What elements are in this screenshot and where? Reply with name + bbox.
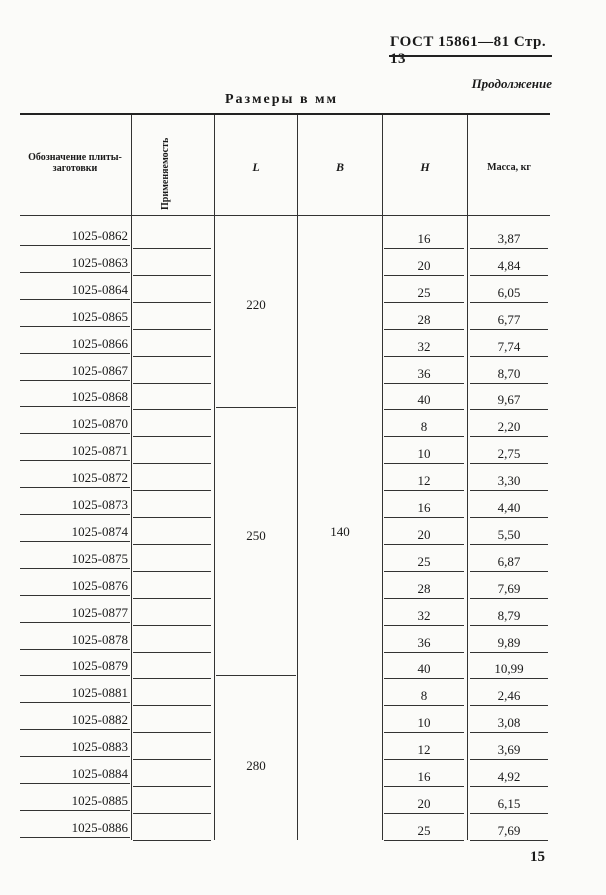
mass-cell: 9,89 — [497, 634, 521, 650]
H-cell: 16 — [417, 500, 431, 515]
header-H: H — [420, 160, 430, 174]
table-row — [0, 222, 606, 249]
row-underline — [470, 840, 548, 841]
designation-cell: 1025-0863 — [71, 254, 128, 270]
H-cell: 25 — [417, 822, 431, 838]
mass-cell: 5,50 — [497, 526, 521, 542]
H-cell: 40 — [417, 661, 431, 677]
designation-cell: 1025-0876 — [71, 577, 128, 593]
row-underline — [20, 460, 130, 461]
table-row — [0, 814, 606, 841]
table-row — [0, 357, 606, 384]
designation-cell: 1025-0868 — [71, 389, 128, 405]
table-row — [0, 626, 606, 653]
table-row — [0, 572, 606, 599]
row-underline — [20, 380, 130, 381]
table-row — [0, 787, 606, 814]
designation-cell: 1025-0877 — [71, 604, 128, 620]
page-header: ГОСТ 15861—81 Стр. 13 — [390, 34, 547, 67]
table-row — [0, 330, 606, 357]
mass-cell: 6,77 — [497, 311, 521, 327]
H-cell: 32 — [417, 607, 431, 623]
row-underline — [20, 729, 130, 730]
designation-cell: 1025-0865 — [71, 308, 128, 324]
designation-cell: 1025-0870 — [71, 416, 128, 432]
designation-cell: 1025-0872 — [71, 470, 128, 486]
H-cell: 40 — [417, 392, 431, 408]
mass-cell: 2,20 — [497, 419, 521, 435]
row-underline — [20, 272, 130, 273]
table-row — [0, 545, 606, 572]
mass-cell: 8,79 — [497, 607, 521, 623]
row-underline — [20, 649, 130, 650]
H-cell: 36 — [417, 634, 431, 650]
row-underline — [20, 433, 130, 434]
B-value: 140 — [330, 524, 350, 539]
row-underline — [20, 756, 130, 757]
mass-cell: 6,87 — [497, 553, 521, 569]
table-row — [0, 733, 606, 760]
H-cell: 25 — [417, 553, 431, 569]
mass-cell: 4,84 — [497, 257, 521, 273]
mass-cell: 8,70 — [497, 365, 521, 381]
H-cell: 28 — [417, 311, 431, 327]
H-cell: 8 — [420, 688, 428, 704]
table-top-rule — [20, 113, 550, 115]
row-underline — [20, 353, 130, 354]
mass-cell: 3,30 — [497, 473, 521, 489]
table-row — [0, 437, 606, 464]
mass-cell: 6,05 — [497, 284, 521, 300]
L-group-250: 250 — [246, 528, 266, 543]
designation-cell: 1025-0867 — [71, 362, 128, 378]
table-row — [0, 303, 606, 330]
table-row — [0, 491, 606, 518]
mass-cell: 7,74 — [497, 338, 521, 354]
mass-cell: 7,69 — [497, 822, 521, 838]
mass-cell: 3,08 — [497, 715, 521, 731]
designation-cell: 1025-0884 — [71, 766, 128, 781]
row-underline — [20, 541, 130, 542]
mass-cell: 2,75 — [497, 446, 521, 462]
mass-cell: 4,92 — [497, 769, 521, 784]
page-number: 15 — [530, 849, 545, 865]
row-underline — [20, 326, 130, 327]
table-row — [0, 706, 606, 733]
mass-cell: 7,69 — [497, 580, 521, 596]
designation-cell: 1025-0862 — [71, 228, 128, 243]
H-cell: 32 — [417, 338, 431, 354]
dimensions-label: Размеры в мм — [225, 92, 339, 107]
designation-cell: 1025-0878 — [71, 631, 128, 647]
header-B: B — [335, 160, 344, 174]
designation-cell: 1025-0874 — [71, 523, 128, 539]
row-underline — [384, 840, 464, 841]
designation-cell: 1025-0882 — [71, 712, 128, 728]
H-cell: 12 — [417, 473, 431, 489]
mass-cell: 10,99 — [494, 661, 524, 677]
designation-cell: 1025-0866 — [71, 335, 128, 351]
row-underline — [20, 675, 130, 676]
mass-cell: 6,15 — [497, 795, 521, 811]
designation-cell: 1025-0883 — [71, 739, 128, 755]
header-mass: Масса, кг — [487, 162, 531, 173]
table-row — [0, 652, 606, 679]
row-underline — [20, 245, 130, 246]
H-cell: 10 — [417, 715, 431, 731]
H-cell: 20 — [417, 526, 431, 542]
H-cell: 20 — [417, 257, 431, 273]
designation-cell: 1025-0871 — [71, 443, 128, 459]
L-group-220: 220 — [246, 297, 266, 312]
H-cell: 10 — [417, 446, 431, 462]
H-cell: 16 — [417, 231, 431, 246]
designation-cell: 1025-0879 — [71, 658, 128, 674]
H-cell: 28 — [417, 580, 431, 596]
header-L: L — [252, 160, 260, 174]
applicability-cell — [133, 840, 211, 841]
header-rule — [389, 55, 552, 57]
designation-cell: 1025-0886 — [71, 819, 128, 835]
table-row — [0, 410, 606, 437]
table-header-rule — [20, 215, 550, 216]
table-row — [0, 518, 606, 545]
table-row — [0, 760, 606, 787]
table-row — [0, 383, 606, 410]
mass-cell: 9,67 — [497, 392, 521, 408]
H-cell: 16 — [417, 769, 431, 784]
row-underline — [20, 702, 130, 703]
H-cell: 8 — [420, 419, 428, 435]
row-underline — [20, 783, 130, 784]
row-underline — [20, 514, 130, 515]
H-cell: 20 — [417, 795, 431, 811]
row-underline — [20, 622, 130, 623]
designation-cell: 1025-0873 — [71, 497, 128, 512]
row-underline — [20, 810, 130, 811]
table-row — [0, 276, 606, 303]
H-cell: 12 — [417, 742, 431, 758]
table-row — [0, 464, 606, 491]
table-row — [0, 249, 606, 276]
designation-cell: 1025-0864 — [71, 281, 128, 297]
row-underline — [20, 568, 130, 569]
header-designation: Обозначение плиты-заготовки — [28, 152, 122, 174]
designation-cell: 1025-0875 — [71, 550, 128, 566]
mass-cell: 2,46 — [497, 688, 521, 704]
H-cell: 25 — [417, 284, 431, 300]
row-underline — [20, 837, 130, 838]
table-row — [0, 679, 606, 706]
H-cell: 36 — [417, 365, 431, 381]
row-underline — [20, 406, 130, 407]
continuation-note: Продолжение — [471, 76, 552, 91]
mass-cell: 4,40 — [497, 500, 521, 515]
designation-cell: 1025-0881 — [71, 685, 128, 701]
header-applicability: Применяемость — [160, 137, 171, 210]
row-underline — [20, 487, 130, 488]
row-underline — [20, 595, 130, 596]
L-group-280: 280 — [246, 758, 266, 773]
table-row — [0, 599, 606, 626]
mass-cell: 3,69 — [497, 742, 521, 758]
designation-cell: 1025-0885 — [71, 792, 128, 808]
mass-cell: 3,87 — [497, 231, 521, 246]
row-underline — [20, 299, 130, 300]
